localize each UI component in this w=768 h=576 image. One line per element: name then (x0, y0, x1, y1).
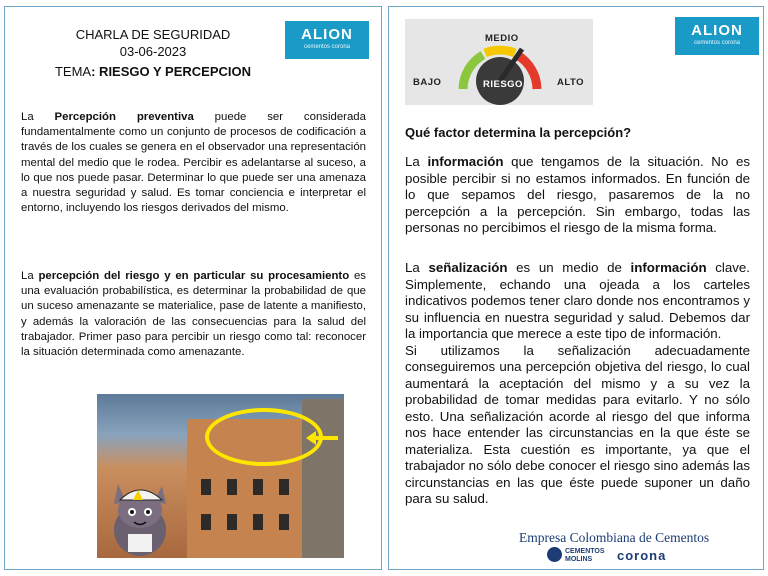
gauge-label-riesgo: RIESGO (483, 79, 523, 90)
cat-mascot-icon (102, 472, 182, 558)
r2-lead: La (405, 260, 429, 275)
p1-lead: La (21, 111, 55, 123)
gauge-label-alto: ALTO (557, 77, 584, 88)
topic-prefix: TEMA (54, 64, 92, 79)
paragraph-information (405, 154, 750, 237)
p2-bold: percepción del riesgo y en particular su procesamiento (38, 270, 350, 282)
logo-sub: cementos corona (693, 40, 741, 46)
gauge-label-medio: MEDIO (485, 33, 519, 44)
r1-text: que tengamos de la situación. No es posible percibir si no estamos informados. En función de lo que sepamos del riesgo, pasaremos de la no percepción a la percepción. Sin embargo, todas las personas no percibimos el riesgo de la misma forma. (405, 154, 750, 235)
talk-title: CHARLA DE SEGURIDAD (75, 27, 231, 42)
paragraph-signage (405, 260, 750, 508)
right-page (388, 6, 764, 570)
paragraph-risk-perception (21, 269, 366, 360)
r2-bold1: señalización (428, 260, 508, 275)
alion-logo (285, 21, 369, 59)
arrow-icon (312, 436, 338, 440)
logo-name: ALION (691, 22, 743, 39)
gauge-icon (405, 19, 593, 105)
paragraph-perception (21, 110, 366, 216)
p1-text: puede ser considerada fundamentalmente como un conjunto de procesos de codificación a través de los cuales se genera en el observador una representación mental del medio que le rodea. Percibir es adelantarse al suceso, a lo que nos puede pasar. Determinar lo que puede ser una amenaza a nuestra seguridad y salud. Es tomar conciencia e interpretar el entorno, incluyendo los riesgos derivados del mismo. (21, 111, 366, 215)
risk-gauge (405, 19, 593, 105)
p2-lead: La (21, 270, 39, 282)
rooftop-photo (97, 394, 344, 558)
question-heading: Qué factor determina la percepción? (405, 125, 632, 140)
gauge-label-bajo: BAJO (413, 77, 442, 88)
topic-line (33, 64, 273, 79)
topic-title: : RIESGO Y PERCEPCION (91, 64, 252, 79)
molins-line1: CEMENTOS (565, 548, 605, 555)
r2-text2: Si utilizamos la señalización adecuadamente conseguiremos una percepción objetiva del riesgo, lo cual aumentará la aceptación del mismo y a su vez la probabilidad de tomar medidas para evitarlo. Y no sólo esto. Una señalización acorde al riesgo del que informa nos hace entender las circunstancias en la que éste se materializa. Esta cuestión es importante, ya que el trabajador no sólo debe conocer el riesgo sino además las circunstancias en las que éste puede suponer un daño para su salud. (405, 342, 750, 506)
corona-logo: corona (617, 548, 667, 563)
molins-icon (547, 547, 562, 562)
p1-bold: Percepción preventiva (54, 111, 194, 123)
molins-line2: MOLINS (565, 556, 593, 563)
p2-text: es una evaluación probabilística, es determinar la probabilidad de que un suceso amenazante se materialice, pase de latente a manifiesto, y además la valoración de las consecuencias para la salud del trabajador. Primer paso para percibir un riesgo como tal: reconocer la situación determinada como amenazante. (21, 270, 366, 359)
alion-logo (675, 17, 759, 55)
r1-lead: La (405, 154, 428, 169)
talk-date: 03-06-2023 (119, 44, 187, 59)
r2-mid: es un medio de (507, 260, 631, 275)
r1-bold: información (427, 154, 504, 169)
company-name: Empresa Colombiana de Cementos (519, 530, 710, 545)
logo-sub: cementos corona (303, 44, 351, 50)
logo-name: ALION (301, 26, 353, 43)
left-page (4, 6, 382, 570)
molins-logo (565, 548, 605, 564)
r2-bold2: información (630, 260, 707, 275)
r2-text: clave. Simplemente, echando una ojeada a los carteles indicativos podemos tener claro donde nos encontramos y su influencia en nuestra seguridad y salud. Debemos dar la importancia que merece a este tipo de información. (405, 260, 750, 341)
